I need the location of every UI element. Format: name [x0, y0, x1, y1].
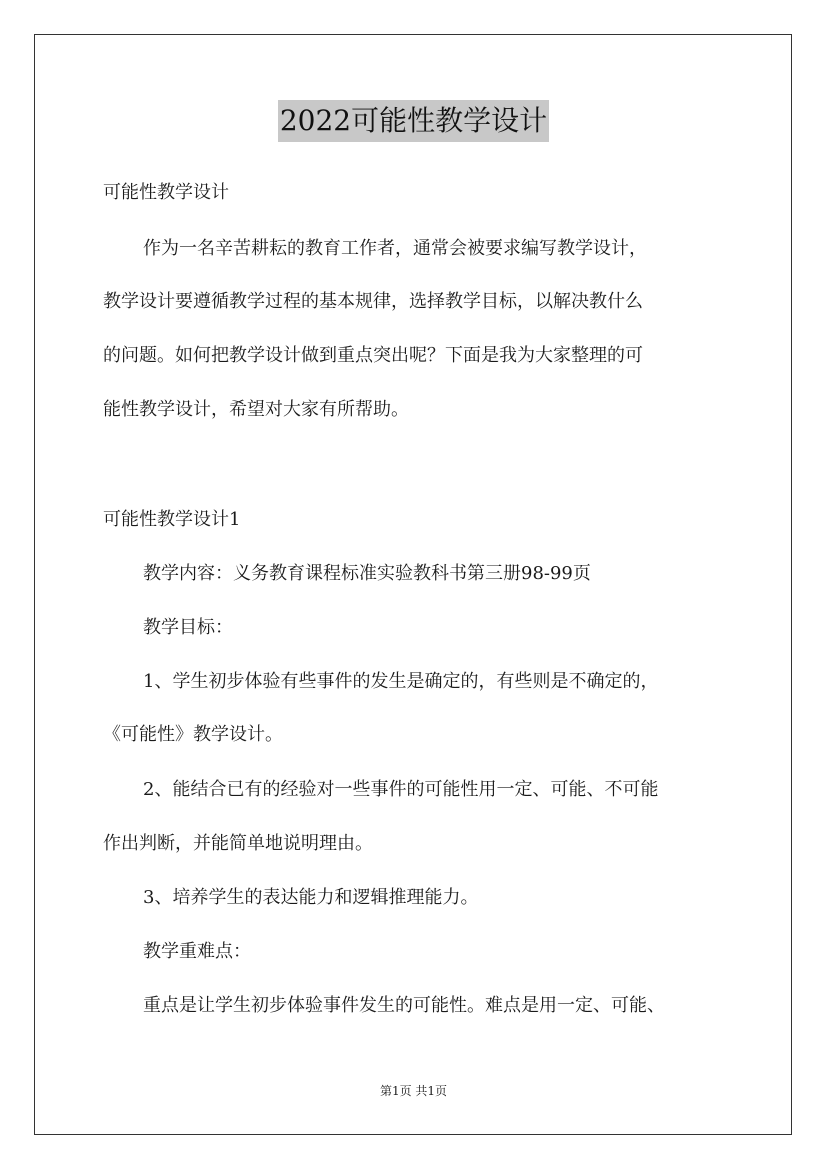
document-title: [0, 100, 827, 142]
teaching-goals-label: 教学目标：: [143, 617, 233, 638]
goal-3: 3、培养学生的表达能力和逻辑推理能力。: [143, 887, 479, 908]
intro-line-3: 的问题。如何把教学设计做到重点突出呢？下面是我为大家整理的可: [103, 345, 643, 366]
goal-2-line-2: 作出判断，并能简单地说明理由。: [103, 833, 373, 854]
intro-line-1: 作为一名辛苦耕耘的教育工作者，通常会被要求编写教学设计，: [143, 238, 647, 259]
section-heading: 可能性教学设计: [103, 182, 229, 203]
goal-1-line-1: 1、学生初步体验有些事件的发生是确定的，有些则是不确定的，: [143, 671, 659, 692]
document-title-text: 2022可能性教学设计: [278, 100, 549, 142]
page-footer: 第1页 共1页: [379, 1084, 448, 1098]
key-points-line: 重点是让学生初步体验事件发生的可能性。难点是用一定、可能、: [143, 995, 665, 1016]
intro-line-2: 教学设计要遵循教学过程的基本规律，选择教学目标，以解决教什么: [103, 291, 643, 312]
section-heading-1: 可能性教学设计1: [103, 509, 241, 530]
intro-line-4: 能性教学设计，希望对大家有所帮助。: [103, 399, 409, 420]
teaching-content: 教学内容：义务教育课程标准实验教科书第三册98-99页: [143, 563, 591, 584]
goal-1-line-2: 《可能性》教学设计。: [103, 724, 283, 745]
key-points-label: 教学重难点：: [143, 941, 251, 962]
goal-2-line-1: 2、能结合已有的经验对一些事件的可能性用一定、可能、不可能: [143, 779, 659, 800]
